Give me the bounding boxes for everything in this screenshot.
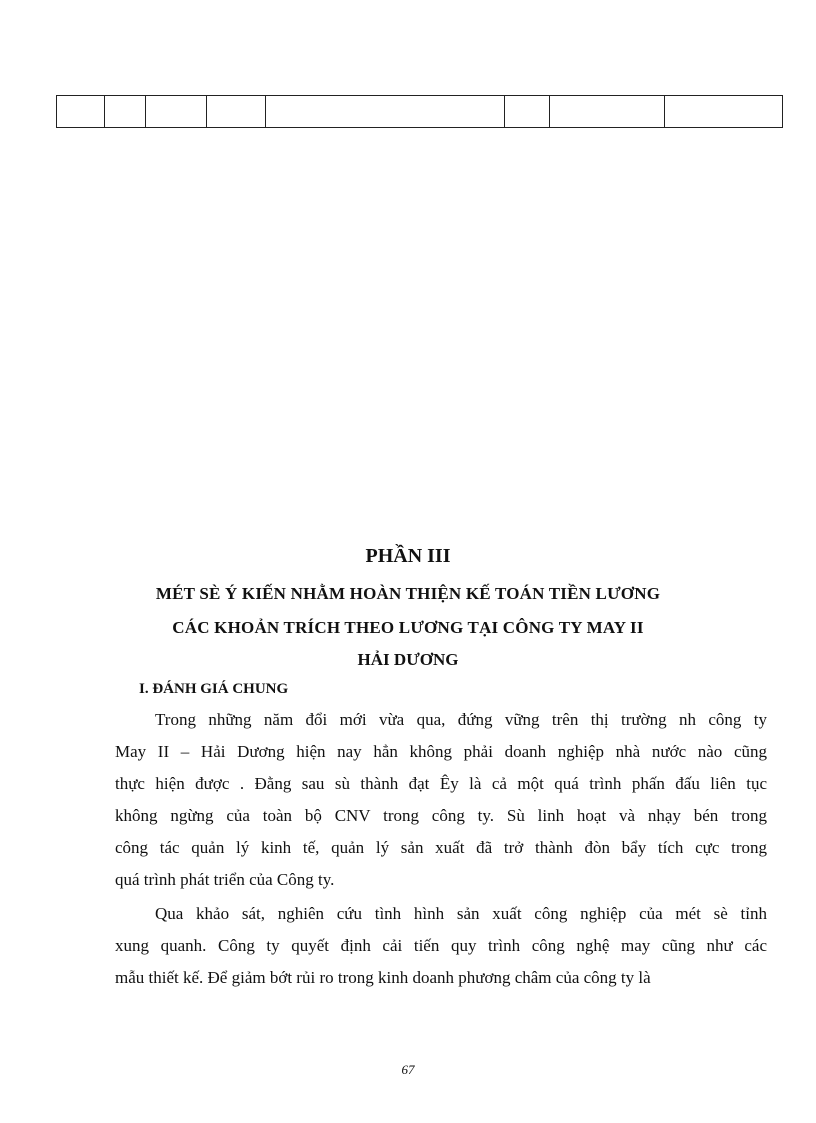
table-cell xyxy=(57,96,105,128)
top-table-fragment xyxy=(56,95,783,128)
chapter-title-line-1: MÉT SÈ Ý KIẾN NHẰM HOÀN THIỆN KẾ TOÁN TIỀN LƯƠNG xyxy=(155,584,661,603)
chapter-title-line-2: CÁC KHOẢN TRÍCH THEO LƯƠNG TẠI CÔNG TY MAY II xyxy=(172,618,644,637)
text-line: thực hiện được . Đằng sau sù thành đạt Êy là cả một quá trình phấn đấu liên tục xyxy=(115,774,767,793)
table-cell xyxy=(665,96,783,128)
table-cell xyxy=(550,96,665,128)
body-paragraph-1 xyxy=(115,704,767,896)
section-heading: I. ĐÁNH GIÁ CHUNG xyxy=(139,681,289,697)
text-line: Trong những năm đổi mới vừa qua, đứng vững trên thị trường nh công ty xyxy=(155,710,767,729)
table-cell xyxy=(505,96,550,128)
text-line: công tác quản lý kinh tế, quản lý sản xuất đã trở thành đòn bẩy tích cực trong xyxy=(115,838,767,857)
body-paragraph-2 xyxy=(115,898,767,994)
table-row xyxy=(57,96,783,128)
text-line: Qua khảo sát, nghiên cứu tình hình sản xuất công nghiệp của mét sè tỉnh xyxy=(155,904,767,923)
table-cell xyxy=(105,96,146,128)
page-number: 67 xyxy=(401,1062,415,1077)
text-line: mẫu thiết kế. Để giảm bớt rủi ro trong kinh doanh phương châm của công ty là xyxy=(115,968,651,987)
part-title: PHẦN III xyxy=(365,545,451,567)
chapter-title-line-3: HẢI DƯƠNG xyxy=(357,650,459,669)
text-line: quá trình phát triển của Công ty. xyxy=(115,870,335,889)
text-line: không ngừng của toàn bộ CNV trong công ty. Sù linh hoạt và nhạy bén trong xyxy=(115,806,767,825)
text-line: xung quanh. Công ty quyết định cải tiến quy trình công nghệ may cũng như các xyxy=(115,936,767,955)
text-line: May II – Hải Dương hiện nay hẳn không phải doanh nghiệp nhà nước nào cũng xyxy=(115,742,767,761)
table-cell xyxy=(207,96,266,128)
table-cell xyxy=(146,96,207,128)
table-cell xyxy=(266,96,505,128)
